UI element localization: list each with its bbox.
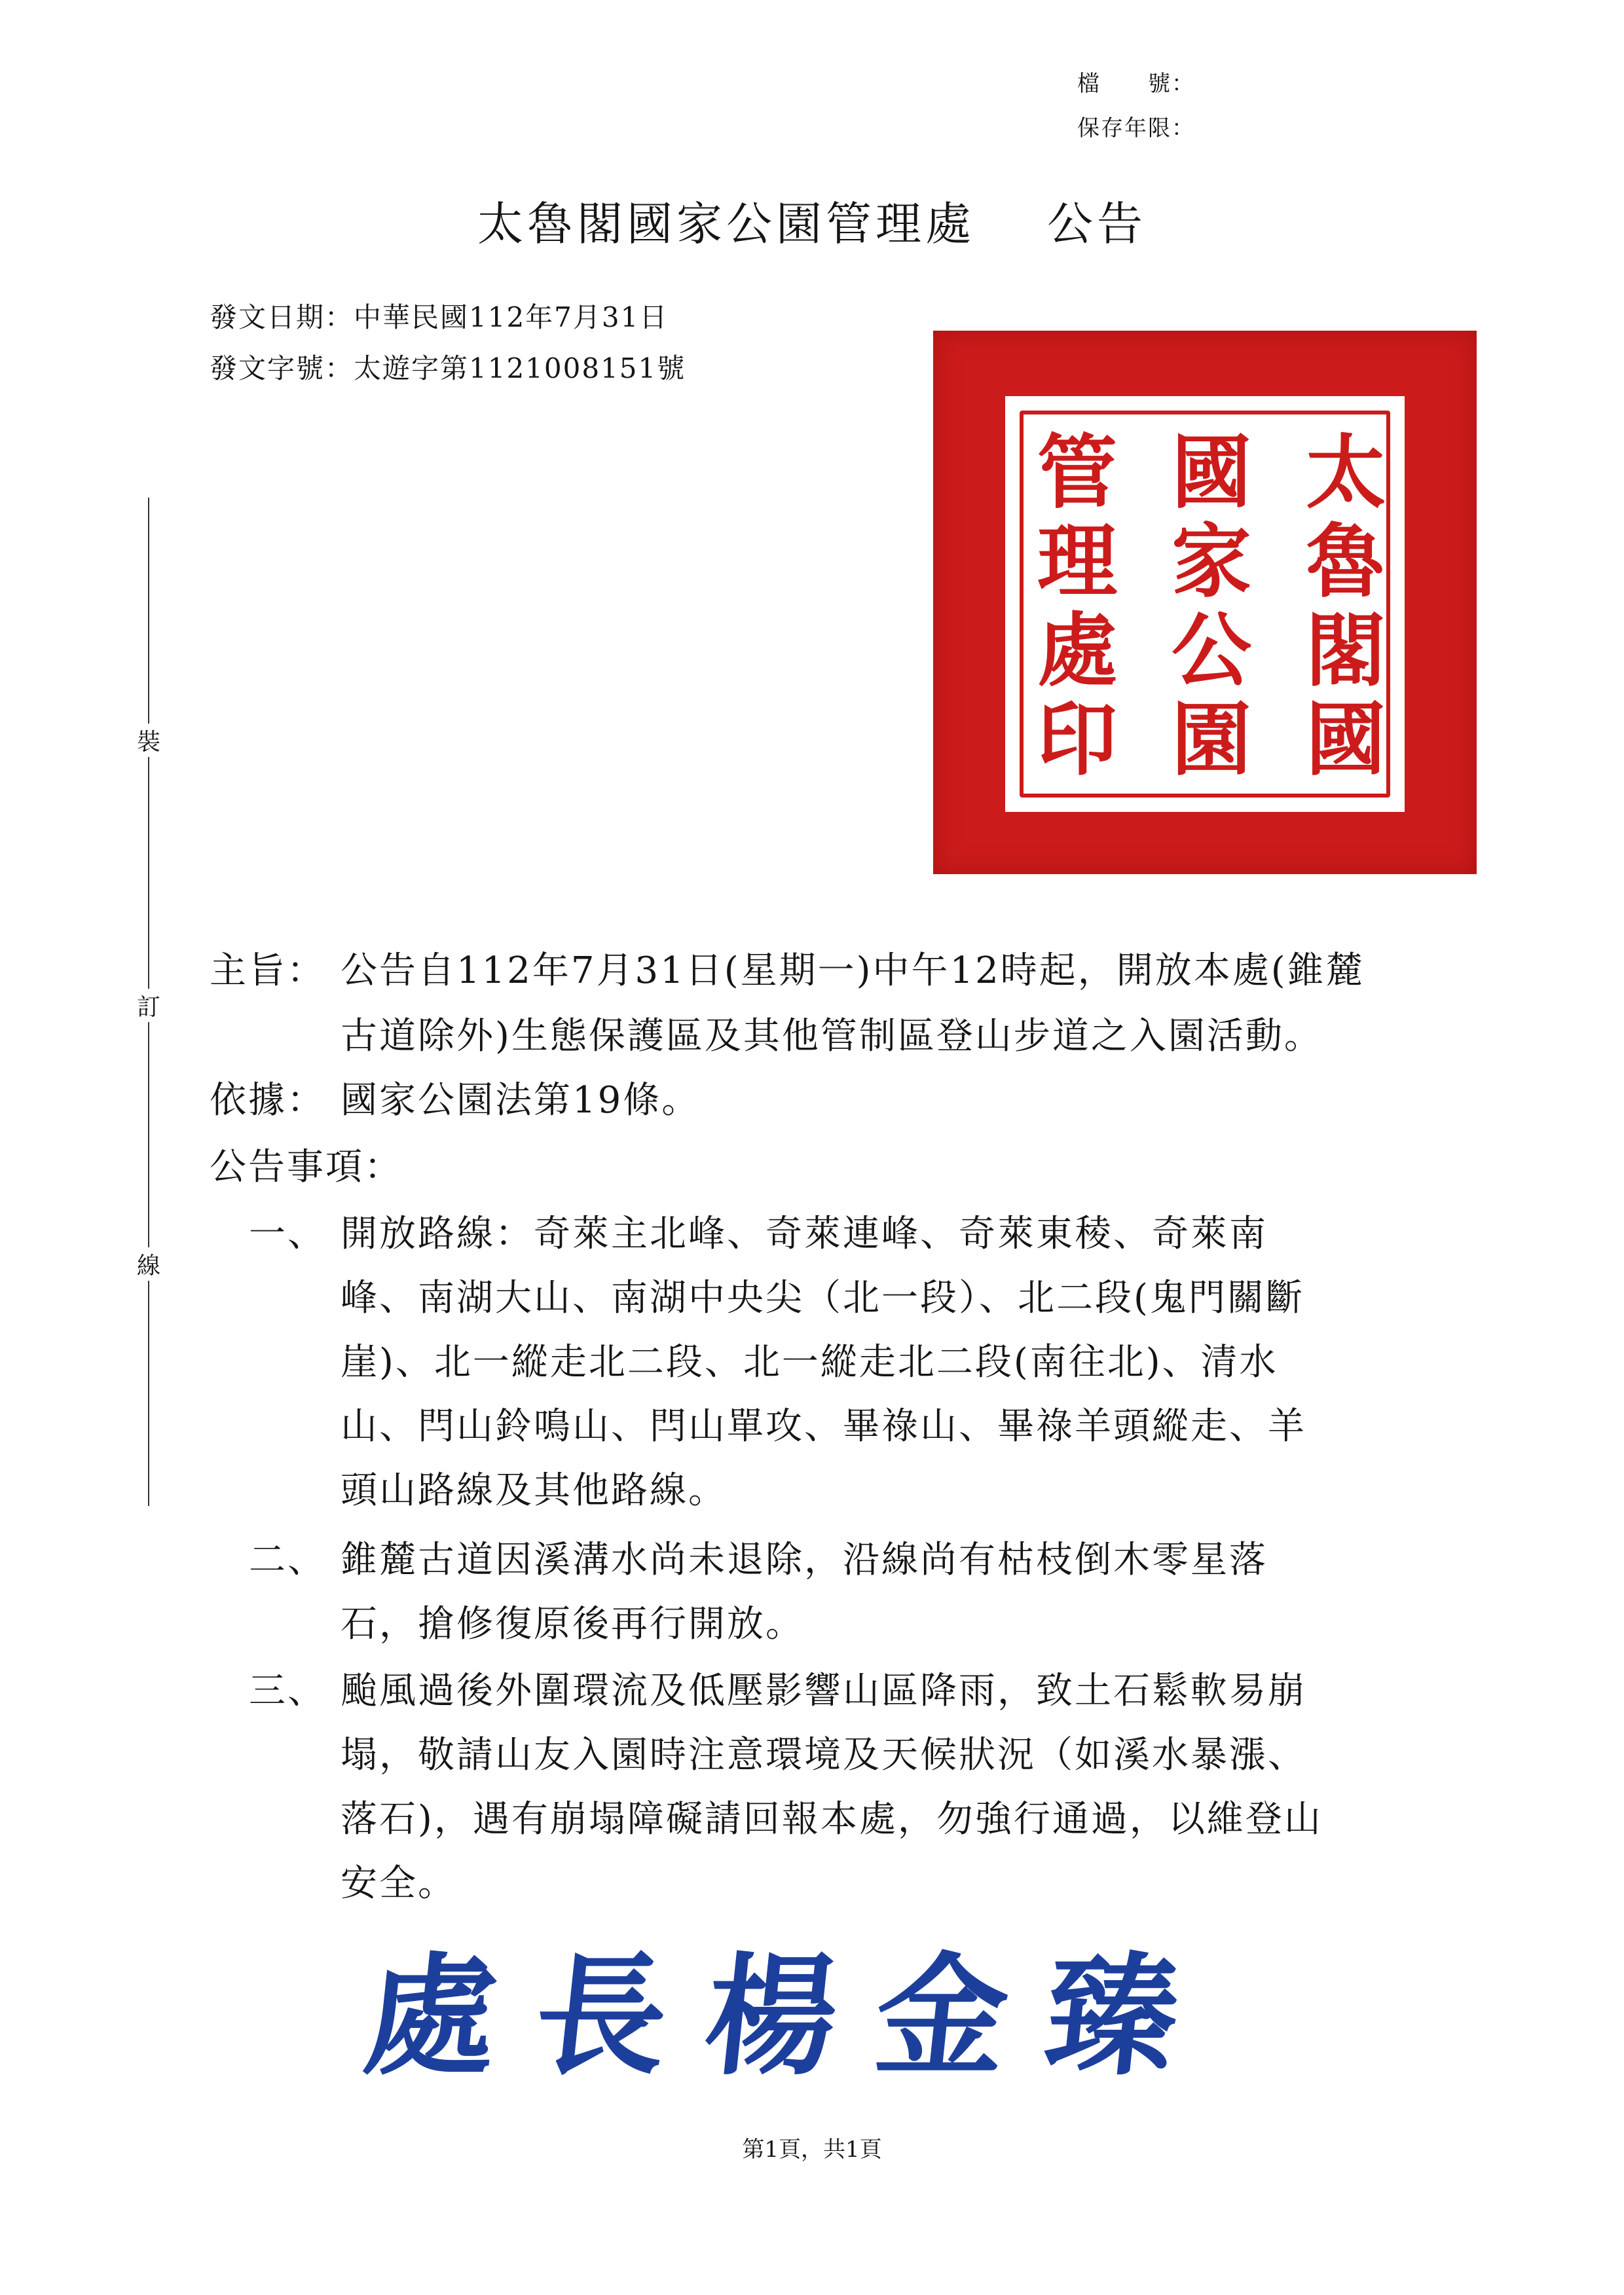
seal-char: 印 xyxy=(1037,692,1117,786)
agency-name: 太魯閣國家公園管理處 xyxy=(477,197,975,251)
page-number: 第1頁，共1頁 xyxy=(742,2137,882,2163)
item-3-line-3: 落石)，遇有崩塌障礙請回報本處，勿強行通過，以維登山 xyxy=(341,1798,1323,1841)
item-1-label: 一、 xyxy=(249,1213,326,1255)
seal-column-middle xyxy=(1166,425,1257,786)
item-3-line-2: 塌，敬請山友入園時注意環境及天候狀況（如溪水暴漲、 xyxy=(341,1734,1306,1776)
seal-char: 理 xyxy=(1037,514,1117,608)
seal-char: 管 xyxy=(1037,425,1117,519)
subject-label: 主旨： xyxy=(210,949,325,992)
binding-char-zhuang: 裝 xyxy=(134,724,164,757)
seal-char: 家 xyxy=(1172,514,1251,608)
issue-number: 發文字號：太遊字第1121008151號 xyxy=(210,352,686,384)
retention-period-label: 保存年限： xyxy=(1077,115,1195,141)
seal-char: 國 xyxy=(1306,692,1386,786)
director-signature: 處長楊金臻 xyxy=(357,1939,1225,2093)
official-seal xyxy=(933,331,1477,874)
binding-char-ding: 訂 xyxy=(134,989,164,1022)
item-1-line-4: 山、閂山鈴鳴山、閂山單攻、畢祿山、畢祿羊頭縱走、羊 xyxy=(341,1405,1306,1448)
seal-column-right xyxy=(1300,425,1392,786)
item-1-line-2: 峰、南湖大山、南湖中央尖（北一段）、北二段(鬼門關斷 xyxy=(341,1277,1304,1319)
announcement-heading: 公告事項： xyxy=(210,1146,403,1188)
page-title xyxy=(0,187,1624,253)
item-1-line-1: 開放路線：奇萊主北峰、奇萊連峰、奇萊東稜、奇萊南 xyxy=(341,1213,1268,1255)
item-3-line-4: 安全。 xyxy=(341,1862,456,1905)
seal-column-left xyxy=(1031,425,1123,786)
item-3-label: 三、 xyxy=(249,1670,326,1712)
file-number-label: 檔 號： xyxy=(1077,71,1195,97)
item-2-line-1: 錐麓古道因溪溝水尚未退除，沿線尚有枯枝倒木零星落 xyxy=(341,1539,1268,1581)
item-2-label: 二、 xyxy=(249,1539,326,1581)
item-1-line-3: 崖)、北一縱走北二段、北一縱走北二段(南往北)、清水 xyxy=(341,1341,1278,1384)
item-1-line-5: 頭山路線及其他路線。 xyxy=(341,1469,727,1512)
seal-char: 閣 xyxy=(1306,603,1386,697)
seal-char: 魯 xyxy=(1306,514,1386,608)
seal-char: 太 xyxy=(1306,425,1386,519)
subject-line-1: 公告自112年7月31日(星期一)中午12時起，開放本處(錐麓 xyxy=(341,949,1365,992)
seal-char: 園 xyxy=(1172,692,1251,786)
basis-text: 國家公園法第19條。 xyxy=(341,1079,701,1122)
seal-char: 公 xyxy=(1172,603,1251,697)
seal-inner xyxy=(999,390,1411,818)
seal-char: 處 xyxy=(1037,603,1117,697)
binding-char-xian: 線 xyxy=(134,1247,164,1281)
document-type: 公告 xyxy=(1047,197,1147,251)
item-3-line-1: 颱風過後外圍環流及低壓影響山區降雨，致土石鬆軟易崩 xyxy=(341,1670,1306,1712)
issue-date: 發文日期：中華民國112年7月31日 xyxy=(210,301,669,333)
basis-label: 依據： xyxy=(210,1079,325,1122)
seal-char: 國 xyxy=(1172,425,1251,519)
item-2-line-2: 石，搶修復原後再行開放。 xyxy=(341,1603,804,1645)
subject-line-2: 古道除外)生態保護區及其他管制區登山步道之入園活動。 xyxy=(341,1015,1323,1057)
